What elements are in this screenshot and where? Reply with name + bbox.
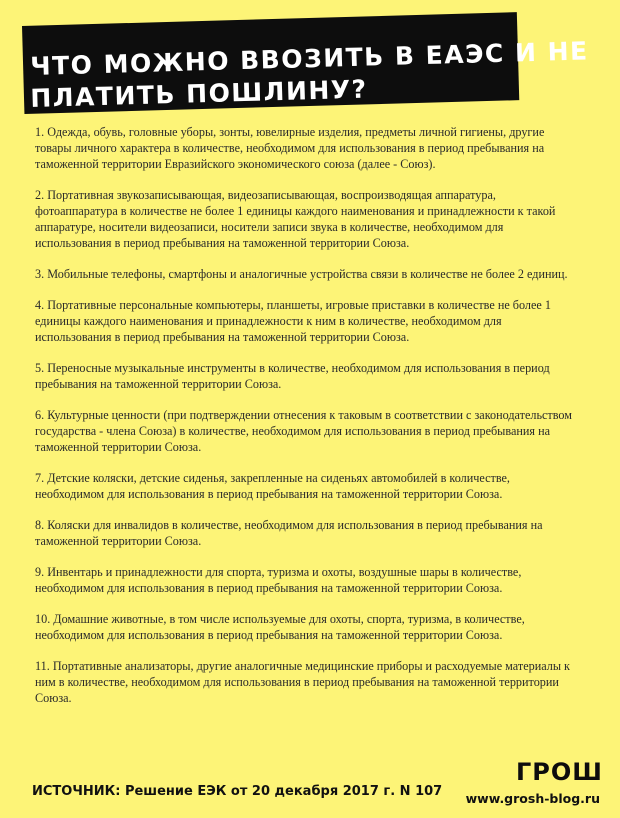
list-item-7: 7. Детские коляски, детские сиденья, закрепленные на сиденьях автомобилей в количестве, необходимом для использования в период пребывания на таможенной территории Союза. bbox=[35, 471, 510, 501]
items-list bbox=[35, 124, 580, 721]
list-item-5: 5. Переносные музыкальные инструменты в количестве, необходимом для использования в период пребывания на таможенной территории Союза. bbox=[35, 361, 550, 391]
list-item-6: 6. Культурные ценности (при подтверждении отнесения к таковым в соответствии с законодательством государства - члена Союза) в количестве, необходимом для использования в период пребывания на таможенной территории Союза. bbox=[35, 408, 573, 454]
list-item-3: 3. Мобильные телефоны, смартфоны и аналогичные устройства связи в количестве не более 2 единиц. bbox=[35, 267, 568, 281]
page-title-line-1: ЧТО МОЖНО ВВОЗИТЬ В ЕАЭС И НЕ bbox=[30, 36, 589, 81]
brand-logo: ГРОШ bbox=[516, 758, 603, 786]
list-item-11: 11. Портативные анализаторы, другие аналогичные медицинские приборы и расходуемые материалы к ним в количестве, необходимом для использования в период пребывания на таможенной территории Союза. bbox=[35, 659, 570, 705]
list-item-8: 8. Коляски для инвалидов в количестве, необходимом для использования в период пребывания на таможенной территории Союза. bbox=[35, 518, 543, 548]
list-item-1: 1. Одежда, обувь, головные уборы, зонты, ювелирные изделия, предметы личной гигиены, другие товары личного характера в количестве, необходимом для использования в период пребывания на таможенной территории Евразийского экономического союза (далее - Союз). bbox=[35, 125, 545, 171]
page-title-line-2: ПЛАТИТЬ ПОШЛИНУ? bbox=[30, 74, 368, 113]
list-item-2: 2. Портативная звукозаписывающая, видеозаписывающая, воспроизводящая аппаратура, фотоаппаратура в количестве не более 1 единицы каждого наименования и принадлежности к такой аппаратуре, носители видеозаписи, носители записи звука в количестве, необходимом для использования в период пребывания на таможенной территории Союза. bbox=[35, 188, 556, 250]
list-item-4: 4. Портативные персональные компьютеры, планшеты, игровые приставки в количестве не более 1 единицы каждого наименования и принадлежности к ним в количестве, необходимом для использования в период пребывания на таможенной территории Союза. bbox=[35, 298, 551, 344]
list-item-10: 10. Домашние животные, в том числе используемые для охоты, спорта, туризма, в количестве, необходимом для использования в период пребывания на таможенной территории Союза. bbox=[35, 612, 525, 642]
title-banner bbox=[22, 26, 589, 116]
site-link[interactable]: www.grosh-blog.ru bbox=[465, 791, 600, 806]
source-note: ИСТОЧНИК: Решение ЕЭК от 20 декабря 2017 г. N 107 bbox=[32, 784, 443, 799]
list-item-9: 9. Инвентарь и принадлежности для спорта, туризма и охоты, воздушные шары в количестве, необходимом для использования в период пребывания на таможенной территории Союза. bbox=[35, 565, 522, 595]
